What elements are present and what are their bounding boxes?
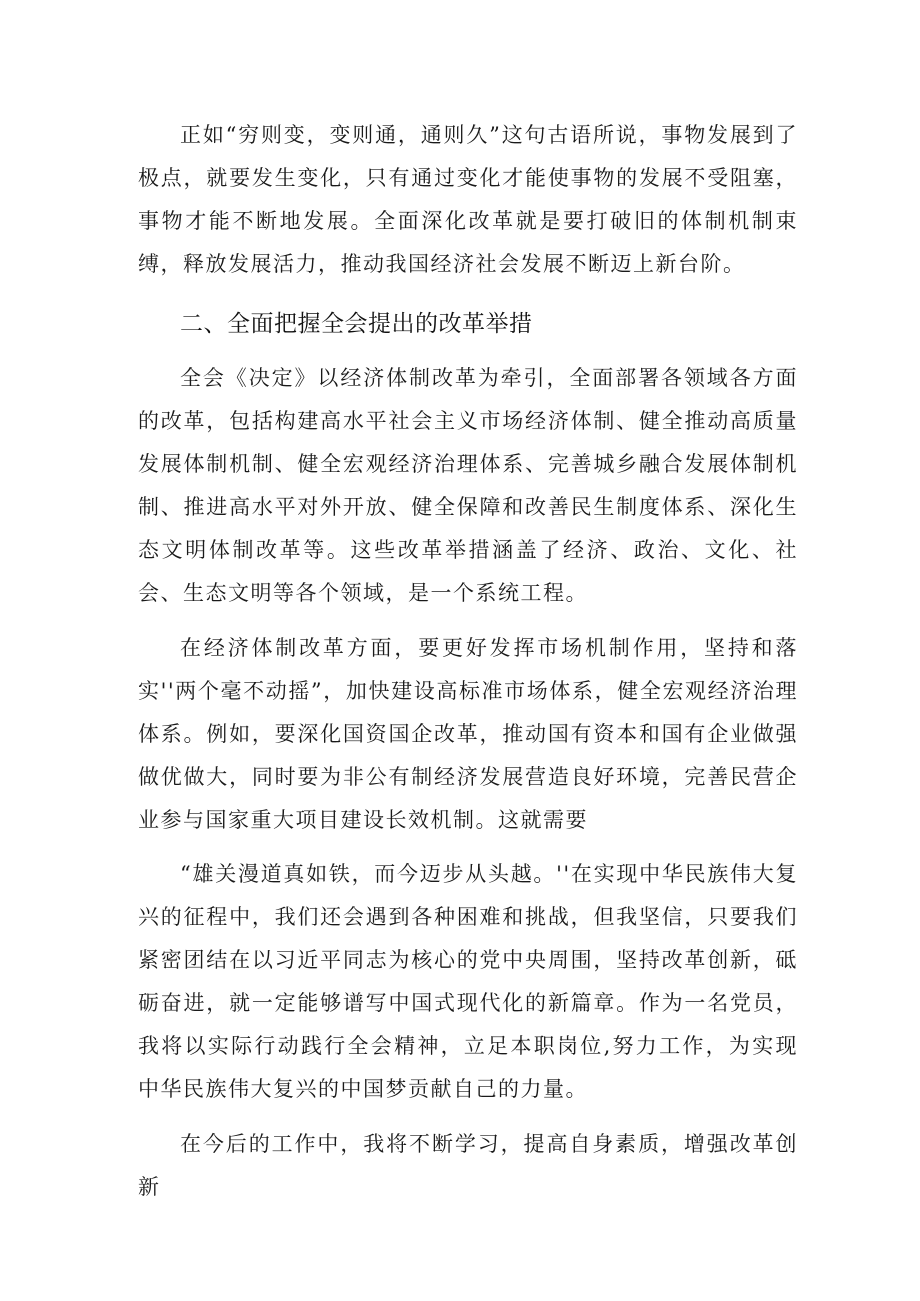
paragraph-intro: 正如“穷则变，变则通，通则久”这句古语所说，事物发展到了极点，就要发生变化，只有通过变化才能使事物的发展不受阻塞，事物才能不断地发展。全面深化改革就是要打破旧的体制机制束缚，释放发展活力，推动我国经济社会发展不断迈上新台阶。 [138, 123, 798, 276]
paragraph-reform-measures: 全会《决定》以经济体制改革为牵引，全面部署各领域各方面的改革，包括构建高水平社会主义市场经济体制、健全推动高质量发展体制机制、健全宏观经济治理体系、完善城乡融合发展体制机制、推进高水平对外开放、健全保障和改善民生制度体系、深化生态文明体制改革等。这些改革举措涵盖了经济、政治、文化、社会、生态文明等各个领域，是一个系统工程。 [138, 366, 798, 605]
paragraph-future-work: 在今后的工作中，我将不断学习，提高自身素质，增强改革创新 [138, 1132, 798, 1199]
paragraph-quote: “雄关漫道真如铁，而今迈步从头越。''在实现中华民族伟大复兴的征程中，我们还会遇到各种困难和挑战，但我坚信，只要我们紧密团结在以习近平同志为核心的党中央周围，坚持改革创新，砥砺奋进，就一定能够谱写中国式现代化的新篇章。作为一名党员，我将以实际行动践行全会精神，立足本职岗位,努力工作，为实现中华民族伟大复兴的中国梦贡献自己的力量。 [138, 862, 798, 1101]
section-heading: 二、全面把握全会提出的改革举措 [180, 311, 533, 337]
paragraph-economic-reform: 在经济体制改革方面，要更好发挥市场机制作用，坚持和落实''两个毫不动摇”，加快建设高标准市场体系，健全宏观经济治理体系。例如，要深化国资国企改革，推动国有资本和国有企业做强做优做大，同时要为非公有制经济发展营造良好环境，完善民营企业参与国家重大项目建设长效机制。这就需要 [138, 636, 798, 832]
